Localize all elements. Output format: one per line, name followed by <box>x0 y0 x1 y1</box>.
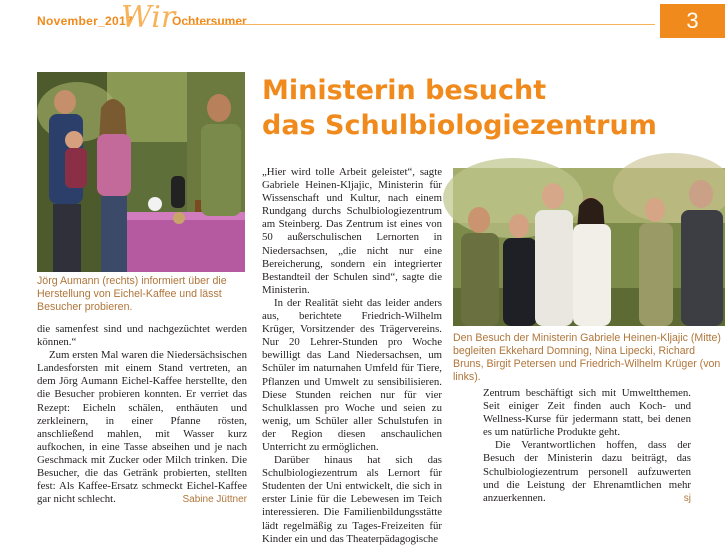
photo-group-minister <box>453 168 725 326</box>
col1-paragraph-1: die samenfest sind und nachgezüchtet werden können.“ <box>37 323 247 349</box>
headline-line2: das Schulbiologiezentrum <box>262 110 657 141</box>
article-column-3 <box>483 387 691 505</box>
photo2-caption: Den Besuch der Ministerin Gabriele Heinen-Kljajic (Mitte) begleiten Ekkehard Domning, Nina Lipecki, Richard Bruns, Birgit Petersen und Friedrich-Wilhelm Krüger (von links). <box>453 332 721 383</box>
headline-line1: Ministerin besucht <box>262 75 547 106</box>
newspaper-logo: Wir <box>121 0 176 35</box>
photo1-caption: Jörg Aumann (rechts) informiert über die Herstellung von Eichel-Kaffee und lässt Besucher probieren. <box>37 275 227 313</box>
col3-paragraph-2 <box>483 439 691 504</box>
col3-paragraph-1: Zentrum beschäftigt sich mit Umweltthemen. Seit einiger Zeit finden auch Koch- und Wellness-Kurse für jedermann statt, bei denen es um natürliche Produkte geht. <box>483 387 691 439</box>
col2-paragraph-1: „Hier wird tolle Arbeit geleistet“, sagte Gabriele Heinen-Kljajic, Ministerin für Wissenschaft und Kultur, nach einem Rundgang durchs Schulbiologiezentrum am Steinberg. Das Zentrum ist eines von 50 außerschulischen Lernorten in Niedersachsen, „die nicht nur eine Bereicherung, sondern ein integrierter Bestandteil der Schulen sind“, sagte die Ministerin. <box>262 166 442 296</box>
author-signature: sj <box>683 492 691 504</box>
author-credit: Sabine Jüttner <box>182 494 247 506</box>
issue-date: November_2017 <box>37 14 133 28</box>
page-header <box>0 0 725 42</box>
article-headline <box>262 73 702 143</box>
col2-paragraph-3: Darüber hinaus hat sich das Schulbiologiezentrum als Lernort für Studenten der Uni entwickelt, die sich in erster Linie für die Lebewesen im Teich interessieren. Die Familienbildungsstätte lädt regelmäßig zu Tages-Freizeiten für Kinder ein und das Theaterpädagogische <box>262 454 442 545</box>
photo-eichel-kaffee-stand <box>37 72 245 272</box>
newspaper-brand: Ochtersumer <box>172 14 247 28</box>
page-number: 3 <box>660 4 725 38</box>
header-rule <box>185 24 655 25</box>
col1-paragraph-2 <box>37 349 247 506</box>
article-column-1 <box>37 323 247 506</box>
col1-paragraph-2-text: Zum ersten Mal waren die Niedersächsischen Landesforsten mit einem Stand vertreten, an dem Jörg Aumann Eichel-Kaffee herstellte, den die Besucher probieren konnten. Er verriet das Rezept: Eicheln schälen, enthäuten und zerkleinern, in einer Pfanne rösten, anschließend mahlen, mit Wasser kurz aufkochen, in eine Tasse abseihen und je nach Geschmack mit Zucker oder Milch trinken. Die Besucher, die das Getränk probierten, stellten fest: Als Kaffee-Ersatz schmeckt Eichel-Kaffee gar nicht schlecht. <box>37 349 247 506</box>
article-column-2 <box>262 166 442 546</box>
col2-paragraph-2: In der Realität sieht das leider anders aus, berichtete Friedrich-Wilhelm Krüger, Vorsitzender des Trägervereins. Nur 20 Lehrer-Stunden pro Woche bewilligt das Land Niedersachsen, um Schüler im naturnahen Umfeld für Tiere, Pflanzen und Umwelt zu sensibilisieren. Diese Stunden reichen nur für vier Schulklassen pro Woche und seien zu wenig, um Schüler aller Schulstufen in der Region diesen anschaulichen Unterricht zu ermöglichen. <box>262 296 442 453</box>
col3-paragraph-2-text: Die Verantwortlichen hoffen, dass der Besuch der Ministerin dazu beiträgt, das Schulbiologiezentrum personell aufzuwerten und die Leistung der Ehrenamtlichen mehr anzuerkennen. <box>483 439 691 504</box>
